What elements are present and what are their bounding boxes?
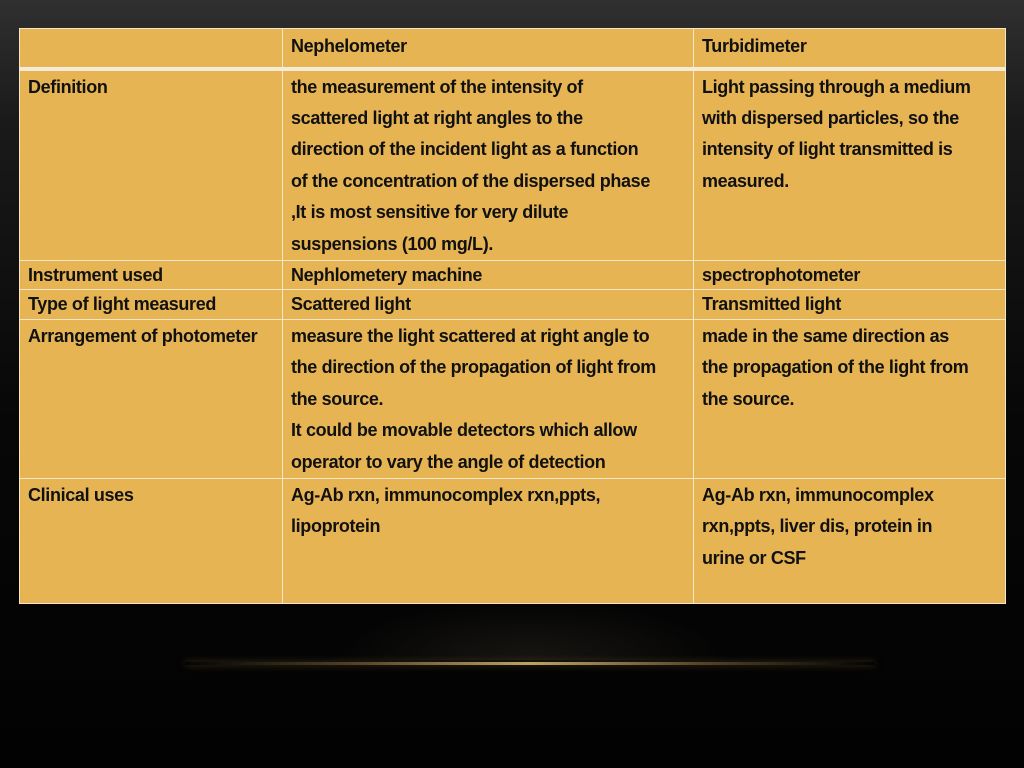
cell-line: the direction of the propagation of light from bbox=[291, 357, 656, 378]
row-label-instrument-used: Instrument used bbox=[20, 260, 283, 289]
definition-turbidimeter-cell bbox=[694, 69, 1006, 261]
cell-line: Nephlometery machine bbox=[291, 264, 483, 285]
decorative-divider-line bbox=[185, 662, 875, 665]
cell-line: scattered light at right angles to the bbox=[291, 107, 583, 128]
cell-line: Light passing through a medium bbox=[702, 76, 971, 97]
cell-line: direction of the incident light as a function bbox=[291, 139, 639, 160]
row-label-type-of-light: Type of light measured bbox=[20, 289, 283, 319]
comparison-table bbox=[19, 28, 1006, 604]
cell-line: Ag-Ab rxn, immunocomplex bbox=[702, 484, 934, 505]
clinical-nephelometer-cell bbox=[283, 478, 694, 603]
cell-line: ,It is most sensitive for very dilute bbox=[291, 202, 569, 223]
cell-line: of the concentration of the dispersed phase bbox=[291, 170, 651, 191]
cell-line: Transmitted light bbox=[702, 293, 842, 314]
instrument-turbidimeter-cell bbox=[694, 260, 1006, 289]
definition-nephelometer-cell bbox=[283, 69, 694, 261]
cell-line: measure the light scattered at right angle to bbox=[291, 325, 650, 346]
decorative-glow bbox=[330, 600, 730, 660]
row-label-arrangement: Arrangement of photometer bbox=[20, 319, 283, 478]
cell-line: with dispersed particles, so the bbox=[702, 107, 959, 128]
cell-line: Scattered light bbox=[291, 293, 411, 314]
cell-line: spectrophotometer bbox=[702, 264, 861, 285]
header-empty-cell bbox=[20, 29, 283, 69]
cell-line: intensity of light transmitted is bbox=[702, 139, 953, 160]
cell-line: made in the same direction as bbox=[702, 325, 949, 346]
arrangement-turbidimeter-cell bbox=[694, 319, 1006, 478]
cell-line: rxn,ppts, liver dis, protein in bbox=[702, 516, 933, 537]
instrument-nephelometer-cell bbox=[283, 260, 694, 289]
arrangement-nephelometer-cell bbox=[283, 319, 694, 478]
cell-line: lipoprotein bbox=[291, 516, 381, 537]
cell-line: measured. bbox=[702, 170, 789, 191]
light-turbidimeter-cell bbox=[694, 289, 1006, 319]
row-label-definition: Definition bbox=[20, 69, 283, 261]
cell-line: the source. bbox=[291, 388, 384, 409]
header-turbidimeter: Turbidimeter bbox=[694, 29, 1006, 69]
light-nephelometer-cell bbox=[283, 289, 694, 319]
cell-line: the source. bbox=[702, 388, 795, 409]
cell-line: the measurement of the intensity of bbox=[291, 76, 583, 97]
cell-line: Ag-Ab rxn, immunocomplex rxn,ppts, bbox=[291, 484, 601, 505]
table-row-definition bbox=[20, 69, 1006, 261]
cell-line: the propagation of the light from bbox=[702, 357, 969, 378]
row-label-clinical-uses: Clinical uses bbox=[20, 478, 283, 603]
table-row-type-of-light bbox=[20, 289, 1006, 319]
table-row-arrangement bbox=[20, 319, 1006, 478]
header-nephelometer: Nephelometer bbox=[283, 29, 694, 69]
table-row-instrument-used bbox=[20, 260, 1006, 289]
clinical-turbidimeter-cell bbox=[694, 478, 1006, 603]
cell-line: suspensions (100 mg/L). bbox=[291, 233, 494, 254]
cell-line: operator to vary the angle of detection bbox=[291, 451, 606, 472]
table-row-clinical-uses bbox=[20, 478, 1006, 603]
cell-line: It could be movable detectors which allow bbox=[291, 420, 637, 441]
cell-line: urine or CSF bbox=[702, 547, 806, 568]
table-header-row bbox=[20, 29, 1006, 69]
